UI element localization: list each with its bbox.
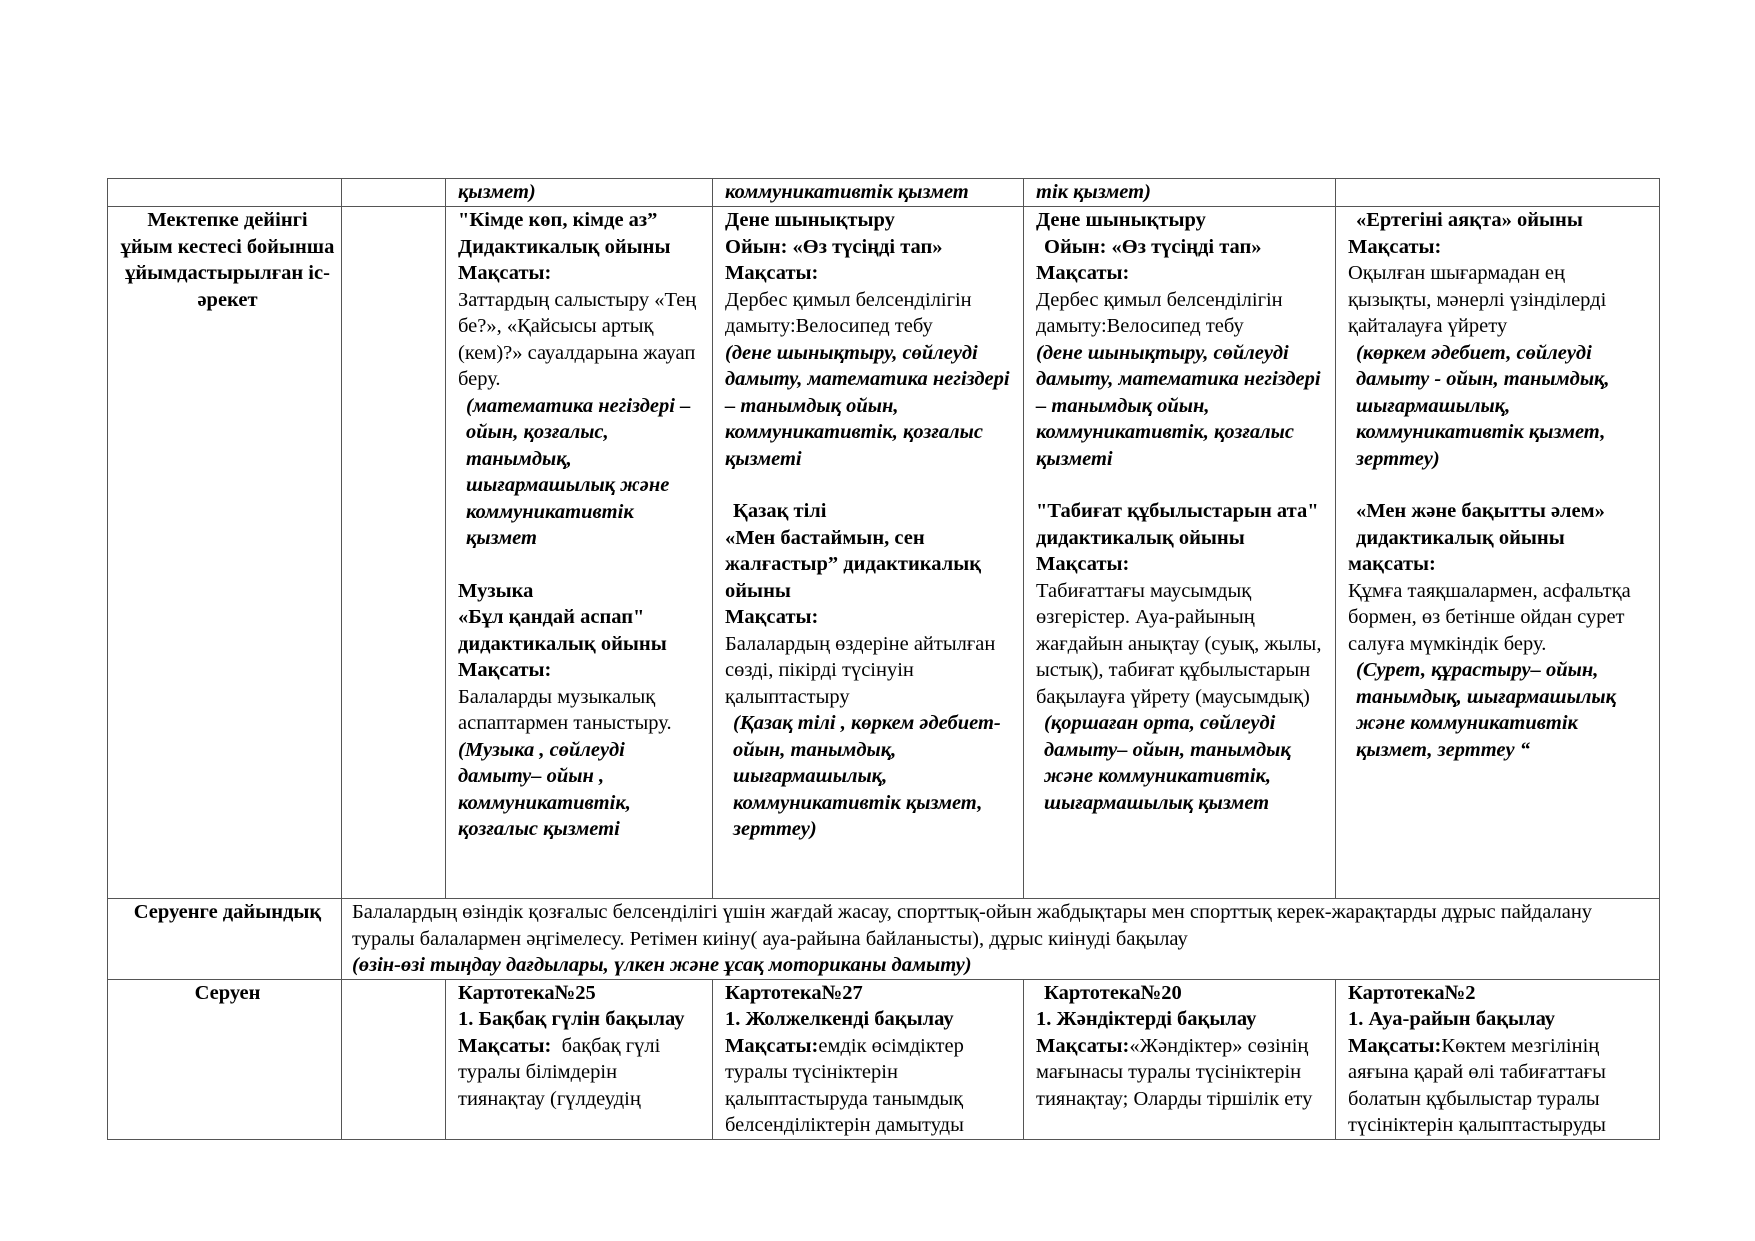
walk-wednesday (1024, 979, 1336, 1139)
aim-label: Мақсаты: (1036, 553, 1130, 575)
areas-text: (Музыка , сөйлеуді дамыту– ойын , коммуникативтік, қозғалыс қызметі (458, 738, 631, 840)
aim-label: Мақсаты: (1036, 262, 1130, 284)
subject-title: Дене шынықтыру (1036, 209, 1206, 231)
areas-text: (Қазақ тілі , көркем әдебиет- ойын, танымдық, шығармашылық, коммуникативтік қызмет, зерттеу) (733, 712, 1001, 840)
aim-label: Мақсаты: (725, 1034, 819, 1057)
aim-label: Мақсаты: (458, 1034, 552, 1057)
aim-text: Балалардың өздеріне айтылған сөзді, пікірді түсінуін қалыптастыру (725, 632, 996, 708)
aim-text: «Жәндіктер» сөзінің мағынасы туралы түсініктерін тиянақтау; Оларды тіршілік ету (1036, 1034, 1313, 1110)
game-title: «Мен және бақытты әлем» дидактикалық ойыны (1356, 500, 1605, 549)
areas-text: (математика негіздері – ойын, қозғалыс, танымдық, шығармашылық және коммуникативтік қызмет (466, 394, 691, 549)
subject-title: Қазақ тілі (733, 500, 827, 522)
aim-text: Дербес қимыл белсенділігін дамыту:Велосипед тебу (725, 288, 972, 337)
prep-text: Балалардың өзіндік қозғалыс белсенділігі үшін жағдай жасау, спорттық-ойын жабдықтары мен спорттық керек-жарақтарды дұрыс пайдалану туралы балалармен әңгімелесу. Ретімен киіну( ауа-райына байланысты), дұрыс киінуді бақылау (352, 901, 1593, 950)
aim-text: Оқылған шығармадан ең қызықты, мәнерлі үзінділерді қайталауға үйрету (1348, 262, 1607, 337)
prep-content (342, 899, 1660, 980)
walk-tuesday (713, 979, 1024, 1139)
walk-row (108, 979, 1660, 1139)
activity-wednesday (1024, 207, 1336, 899)
game-title: "Табиғат құбылыстарын ата" дидактикалық ойыны (1036, 500, 1319, 549)
prep-label: Серуенге дайындық (108, 899, 342, 980)
empty-cell (1336, 179, 1660, 207)
empty-cell (108, 179, 342, 207)
card-number: Картотека№27 (725, 981, 863, 1004)
continuation-row (108, 179, 1660, 207)
areas-text: (қоршаған орта, сөйлеуді дамыту– ойын, танымдық және коммуникативтік, шығармашылық қызмет (1044, 712, 1291, 814)
tuesday-cont: коммуникативтік қызмет (713, 179, 1024, 207)
areas-text: (Сурет, құрастыру– ойын, танымдық, шығармашылық және коммуникативтік қызмет, зерттеу “ (1356, 659, 1616, 761)
walk-aim (1036, 1035, 1312, 1110)
walk-aim (1348, 1035, 1606, 1137)
aim-label: мақсаты: (1348, 553, 1436, 575)
aim-text: Құмға таяқшалармен, асфальтқа бормен, өз бетінше ойдан сурет салуға мүмкіндік беру. (1348, 579, 1631, 655)
activity-label: Мектепке дейінгі ұйым кестесі бойынша ұйымдастырылған іс-әрекет (108, 207, 342, 899)
aim-label: Мақсаты: (458, 262, 552, 284)
wednesday-cont: тік қызмет) (1024, 179, 1336, 207)
aim-label: Мақсаты: (1348, 1034, 1442, 1057)
aim-label: Мақсаты: (725, 262, 819, 284)
activity-thursday (1336, 207, 1660, 899)
empty-cell (342, 207, 446, 899)
walk-title: 1. Бақбақ гүлін бақылау (458, 1008, 685, 1030)
empty-cell (342, 179, 446, 207)
aim-text: Заттардың салыстыру «Тең бе?», «Қайсысы артық (кем)?» сауалдарына жауап беру. (458, 288, 697, 390)
areas-text: (дене шынықтыру, сөйлеуді дамыту, математика негіздері – танымдық ойын, коммуникативтік, қозғалыс қызметі (1036, 341, 1321, 470)
game-title: «Бұл қандай аспап" дидактикалық ойыны (458, 606, 667, 655)
aim-text: Табиғаттағы маусымдық өзгерістер. Ауа-райының жағдайын анықтау (суық, жылы, ыстық), табиғат құбылыстарын бақылауға үйрету (маусымдық) (1036, 579, 1322, 708)
areas-text: (дене шынықтыру, сөйлеуді дамыту, математика негіздері – танымдық ойын, коммуникативтік, қозғалыс қызметі (725, 341, 1010, 470)
areas-text: (көркем әдебиет, сөйлеуді дамыту - ойын, танымдық, шығармашылық, коммуникативтік қызмет, зерттеу) (1356, 341, 1610, 470)
card-number: Картотека№2 (1348, 981, 1476, 1004)
aim-label: Мақсаты: (1348, 235, 1442, 258)
game-title: «Мен бастаймын, сен жалғастыр” дидактикалық ойыны (725, 526, 982, 602)
aim-text: Көктем мезгілінің аяғына қарай өлі табиғаттағы болатын құбылыстар туралы түсініктерін қалыптастыруды (1348, 1034, 1606, 1136)
monday-cont: қызмет) (446, 179, 713, 207)
activity-tuesday (713, 207, 1024, 899)
aim-label: Мақсаты: (458, 659, 552, 681)
subject-title: Дене шынықтыру (725, 209, 895, 231)
card-number: Картотека№25 (458, 981, 596, 1004)
walk-aim (725, 1035, 964, 1137)
walk-title: 1. Жәндіктерді бақылау (1036, 1008, 1257, 1030)
daily-plan-table (107, 178, 1660, 1140)
aim-text: емдік өсімдіктер туралы түсініктерін қалыптастыруда танымдық белсенділіктерін дамытуды (725, 1034, 964, 1136)
walk-aim (458, 1035, 660, 1110)
activity-monday (446, 207, 713, 899)
card-number: Картотека№20 (1044, 981, 1182, 1004)
empty-cell (342, 979, 446, 1139)
game-title: Ойын: «Өз түсіңді тап» (725, 235, 943, 258)
activity-row (108, 207, 1660, 899)
game-title: «Ертегіні аяқта» ойыны (1356, 209, 1583, 231)
walk-title: 1. Ауа-райын бақылау (1348, 1008, 1556, 1030)
walk-title: 1. Жолжелкенді бақылау (725, 1008, 954, 1030)
game-title: "Кімде көп, кімде аз” Дидактикалық ойыны (458, 209, 671, 258)
aim-text: Балаларды музыкалық аспаптармен таныстыру. (458, 685, 672, 734)
aim-label: Мақсаты: (725, 606, 819, 628)
prep-areas: (өзін-өзі тыңдау дағдылары, үлкен және ұсақ моториканы дамыту) (352, 954, 972, 976)
aim-text: Дербес қимыл белсенділігін дамыту:Велосипед тебу (1036, 288, 1283, 337)
aim-label: Мақсаты: (1036, 1034, 1130, 1057)
aim-text: бақбақ гүлі туралы білімдерін тиянақтау (гүлдеудің (458, 1034, 661, 1110)
walk-thursday (1336, 979, 1660, 1139)
walk-monday (446, 979, 713, 1139)
game-title: Ойын: «Өз түсіңді тап» (1044, 235, 1262, 258)
walk-label: Серуен (108, 979, 342, 1139)
prep-row (108, 899, 1660, 980)
subject-title: Музыка (458, 579, 534, 602)
